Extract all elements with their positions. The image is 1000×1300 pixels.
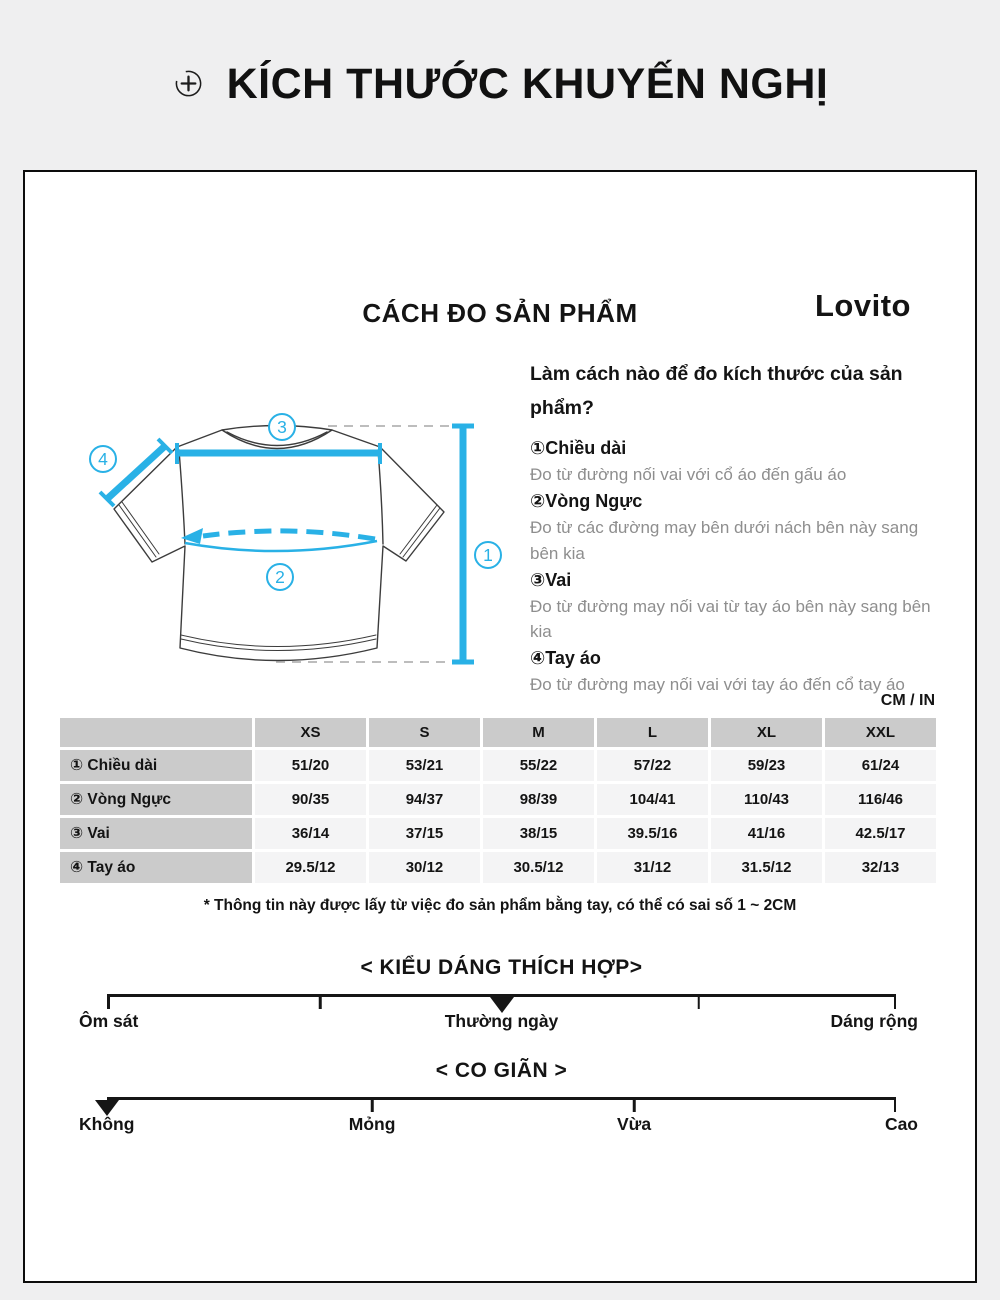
page-title: KÍCH THƯỚC KHUYẾN NGHỊ	[226, 60, 829, 108]
page-header	[0, 60, 1000, 109]
size-col-header: XS	[255, 718, 366, 747]
size-cell: 53/21	[369, 750, 480, 781]
unit-label: CM / IN	[880, 692, 935, 709]
size-cell: 59/23	[711, 750, 822, 781]
size-cell: 31/12	[597, 852, 708, 883]
size-col-header: S	[369, 718, 480, 747]
table-corner-cell	[60, 718, 252, 747]
size-cell: 37/15	[369, 818, 480, 849]
size-table	[57, 715, 939, 886]
size-cell: 30/12	[369, 852, 480, 883]
scale-tick	[371, 1100, 374, 1112]
callout-2	[267, 564, 293, 590]
callout-1	[475, 542, 501, 568]
table-row	[60, 750, 936, 781]
scale-title: < CO GIÃN >	[435, 1059, 568, 1082]
size-cell: 57/22	[597, 750, 708, 781]
size-cell: 98/39	[483, 784, 594, 815]
size-cell: 90/35	[255, 784, 366, 815]
scale-label: Dáng rộng	[830, 1011, 918, 1031]
scale-label: Vừa	[617, 1114, 652, 1134]
scale-label-row	[79, 1114, 918, 1140]
size-cell: 110/43	[711, 784, 822, 815]
size-cell: 29.5/12	[255, 852, 366, 883]
size-cell: 30.5/12	[483, 852, 594, 883]
instruction-item	[530, 567, 932, 646]
size-cell: 39.5/16	[597, 818, 708, 849]
scale-label: Thường ngày	[444, 1011, 559, 1031]
size-row-label: ② Vòng Ngực	[60, 784, 252, 815]
scale-tick	[107, 997, 110, 1009]
callout-4	[90, 446, 116, 472]
size-cell: 94/37	[369, 784, 480, 815]
instruction-desc: Đo từ đường nối vai với cổ áo đến gấu áo	[530, 465, 847, 485]
instruction-desc: Đo từ các đường may bên dưới nách bên này sang bên kia	[530, 517, 919, 563]
scale-tick	[894, 1100, 897, 1112]
measurement-diagram	[70, 390, 522, 692]
table-row	[60, 784, 936, 815]
scale-label: Không	[79, 1114, 135, 1134]
measurement-note: * Thông tin này được lấy từ việc đo sản phẩm bằng tay, có thể có sai số 1 ~ 2CM	[203, 897, 797, 914]
svg-text:1: 1	[483, 545, 493, 565]
instruction-label: ③Vai	[530, 569, 572, 590]
scale-title: < KIỂU DÁNG THÍCH HỢP>	[360, 956, 643, 979]
size-table-header-row	[60, 718, 936, 747]
table-row	[60, 818, 936, 849]
scale-label: Mỏng	[348, 1114, 396, 1134]
size-cell: 55/22	[483, 750, 594, 781]
card-heading: CÁCH ĐO SẢN PHẨM	[362, 298, 638, 328]
scale-label: Ôm sát	[79, 1011, 139, 1031]
svg-text:3: 3	[277, 417, 287, 437]
svg-text:4: 4	[98, 449, 108, 469]
size-cell: 41/16	[711, 818, 822, 849]
instruction-label: ②Vòng Ngực	[530, 490, 643, 511]
measurement-instructions	[530, 358, 932, 698]
tshirt-diagram-svg	[70, 390, 522, 692]
brand-logo: Lovito	[815, 288, 911, 323]
instructions-question: Làm cách nào để đo kích thước của sản phẩm?	[530, 363, 903, 419]
size-row-label: ① Chiều dài	[60, 750, 252, 781]
scale-track	[107, 994, 896, 997]
stretch-scale	[79, 1059, 918, 1140]
tshirt-outline	[114, 426, 444, 661]
size-cell: 38/15	[483, 818, 594, 849]
scale-track	[107, 1097, 896, 1100]
instruction-desc: Đo từ đường may nối vai với tay áo đến cổ tay áo	[530, 675, 905, 695]
size-cell: 51/20	[255, 750, 366, 781]
size-col-header: M	[483, 718, 594, 747]
instruction-item	[530, 645, 932, 698]
size-cell: 42.5/17	[825, 818, 936, 849]
size-row-label: ③ Vai	[60, 818, 252, 849]
size-col-header: XXL	[825, 718, 936, 747]
size-col-header: XL	[711, 718, 822, 747]
size-cell: 61/24	[825, 750, 936, 781]
instruction-label: ①Chiều dài	[530, 438, 627, 459]
size-guide-icon	[172, 67, 205, 105]
instruction-item	[530, 488, 932, 567]
size-cell: 104/41	[597, 784, 708, 815]
size-cell: 116/46	[825, 784, 936, 815]
table-row	[60, 852, 936, 883]
callout-3	[269, 414, 295, 440]
instruction-desc: Đo từ đường may nối vai từ tay áo bên này sang bên kia	[530, 596, 931, 642]
size-cell: 36/14	[255, 818, 366, 849]
size-row-label: ④ Tay áo	[60, 852, 252, 883]
scale-tick	[894, 997, 897, 1009]
size-cell: 31.5/12	[711, 852, 822, 883]
scale-label-row	[79, 1011, 918, 1037]
scale-label: Cao	[884, 1114, 918, 1134]
size-col-header: L	[597, 718, 708, 747]
fit-style-scale	[79, 956, 918, 1037]
size-cell: 32/13	[825, 852, 936, 883]
scale-tick	[698, 997, 701, 1009]
scale-tick	[319, 997, 322, 1009]
svg-text:2: 2	[275, 567, 285, 587]
size-guide-card	[23, 170, 977, 1283]
instruction-label: ④Tay áo	[530, 648, 601, 669]
scale-tick	[633, 1100, 636, 1112]
instruction-item	[530, 435, 932, 488]
